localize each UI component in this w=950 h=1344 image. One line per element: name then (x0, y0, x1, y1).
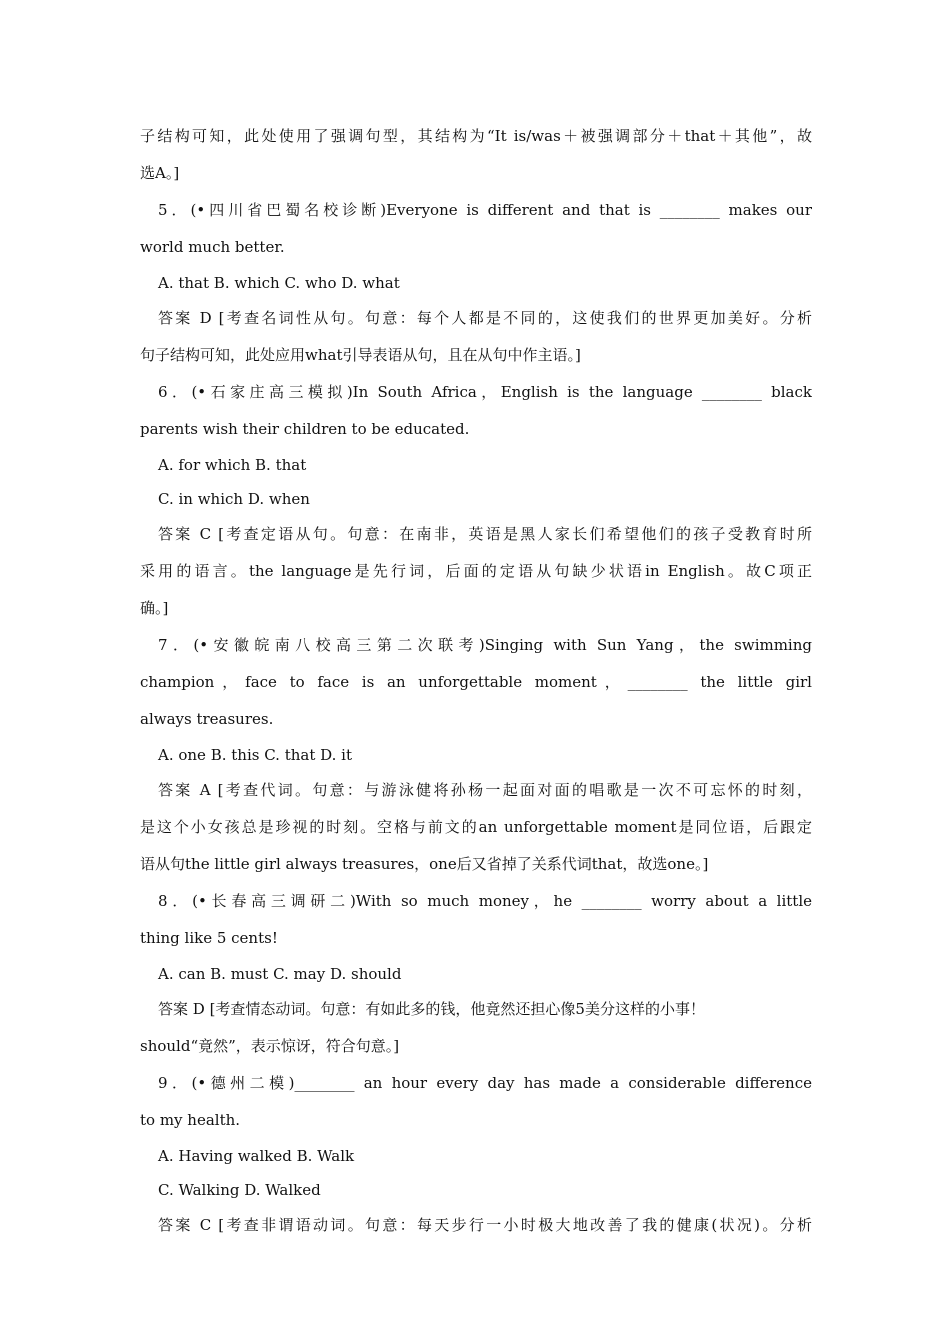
question-6-answer-cont: 采用的语言。the language是先行词，后面的定语从句缺少状语in English。故C项正 (140, 562, 812, 580)
question-6-options-cd: C. in which D. when (158, 490, 310, 508)
question-9-answer: 答案 C [考查非谓语动词。句意：每天步行一小时极大地改善了我的健康(状况)。分析 (158, 1216, 812, 1234)
question-6-stem-cont: parents wish their children to be educated. (140, 420, 470, 438)
question-9-options-cd: C. Walking D. Walked (158, 1181, 321, 1199)
question-8-answer: 答案 D [考查情态动词。句意：有如此多的钱，他竟然还担心像5美分这样的小事！ (158, 1000, 705, 1018)
question-9-stem: 9．(•德州二模)________ an hour every day has made a considerable difference (158, 1074, 812, 1092)
question-5-stem-cont: world much better. (140, 238, 285, 256)
question-5-stem: 5．(•四川省巴蜀名校诊断)Everyone is different and that is ________ makes our (158, 201, 812, 219)
question-6-answer-end: 确。] (140, 599, 169, 617)
question-7-stem: 7．(•安徽皖南八校高三第二次联考)Singing with Sun Yang，the swimming (158, 636, 812, 654)
question-8-answer-cont: should“竟然”，表示惊讶，符合句意。] (140, 1037, 400, 1055)
question-8-options: A. can B. must C. may D. should (158, 965, 402, 983)
question-7-stem-cont: champion，face to face is an unforgettable moment，________ the little girl (140, 673, 812, 691)
answer-explanation-line: 子结构可知，此处使用了强调句型，其结构为“It is/was＋被强调部分＋that＋其他”，故 (140, 127, 812, 145)
question-8-stem-cont: thing like 5 cents! (140, 929, 278, 947)
question-6-answer: 答案 C [考查定语从句。句意：在南非，英语是黑人家长们希望他们的孩子受教育时所 (158, 525, 812, 543)
question-8-stem: 8．(•长春高三调研二)With so much money，he ________ worry about a little (158, 892, 812, 910)
question-7-stem-end: always treasures. (140, 710, 274, 728)
question-5-options: A. that B. which C. who D. what (158, 274, 400, 292)
question-5-answer: 答案 D [考查名词性从句。句意：每个人都是不同的，这使我们的世界更加美好。分析 (158, 309, 812, 327)
question-7-answer-cont: 是这个小女孩总是珍视的时刻。空格与前文的an unforgettable moment是同位语，后跟定 (140, 818, 812, 836)
question-6-options-ab: A. for which B. that (158, 456, 307, 474)
question-7-answer-end: 语从句the little girl always treasures，one后又省掉了关系代词that，故选one。] (140, 855, 709, 873)
document-page (140, 118, 812, 1244)
question-5-answer-cont: 句子结构可知，此处应用what引导表语从句，且在从句中作主语。] (140, 346, 581, 364)
answer-explanation-line: 选A。] (140, 164, 180, 182)
question-7-options: A. one B. this C. that D. it (158, 746, 352, 764)
question-7-answer: 答案 A [考查代词。句意：与游泳健将孙杨一起面对面的唱歌是一次不可忘怀的时刻， (158, 781, 812, 799)
question-6-stem: 6．(•石家庄高三模拟)In South Africa，English is the language ________ black (158, 383, 812, 401)
question-9-stem-cont: to my health. (140, 1111, 241, 1129)
question-9-options-ab: A. Having walked B. Walk (158, 1147, 355, 1165)
